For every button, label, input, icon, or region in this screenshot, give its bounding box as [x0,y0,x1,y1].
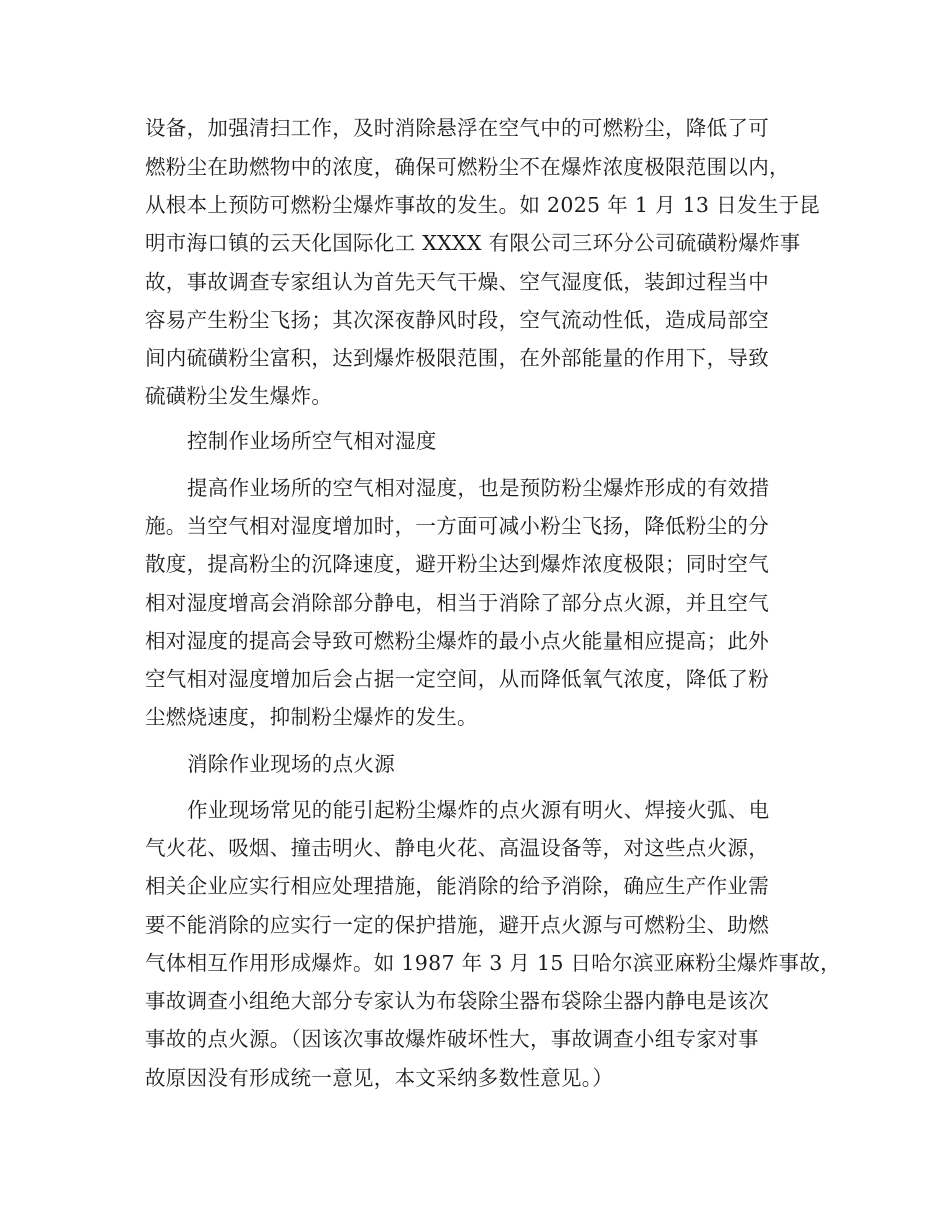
paragraph-line: 散度，提高粉尘的沉降速度，避开粉尘达到爆炸浓度极限；同时空气 [145,552,769,576]
paragraph-line: 间内硫磺粉尘富积，达到爆炸极限范围，在外部能量的作用下，导致 [145,346,769,370]
paragraph-line: 提高作业场所的空气相对湿度，也是预防粉尘爆炸形成的有效措 [187,476,770,500]
paragraph-line: 事故的点火源。（因该次事故爆炸破坏性大，事故调查小组专家对事 [145,1027,759,1051]
paragraph-line: 故，事故调查专家组认为首先天气干燥、空气湿度低，装卸过程当中 [145,270,769,294]
paragraph-line: 要不能消除的应实行一定的保护措施，避开点火源与可燃粉尘、助燃 [145,913,769,937]
paragraph-line: 尘燃烧速度，抑制粉尘爆炸的发生。 [145,705,478,729]
paragraph-line: 容易产生粉尘飞扬；其次深夜静风时段，空气流动性低，造成局部空 [145,308,769,332]
paragraph-line: 设备，加强清扫工作，及时消除悬浮在空气中的可燃粉尘，降低了可 [145,116,769,140]
paragraph-line: 施。当空气相对湿度增加时，一方面可减小粉尘飞扬，降低粉尘的分 [145,514,769,538]
paragraph-line: 硫磺粉尘发生爆炸。 [145,384,333,408]
paragraph-line: 相对湿度增高会消除部分静电，相当于消除了部分点火源，并且空气 [145,591,769,615]
paragraph-line: 作业现场常见的能引起粉尘爆炸的点火源有明火、焊接火弧、电 [187,798,770,822]
paragraph-line: 相对湿度的提高会导致可燃粉尘爆炸的最小点火能量相应提高；此外 [145,629,769,653]
paragraph-line: 从根本上预防可燃粉尘爆炸事故的发生。如 2025 年 1 月 13 日发生于昆 [145,193,821,217]
paragraph-line: 气火花、吸烟、撞击明火、静电火花、高温设备等，对这些点火源， [145,836,769,860]
paragraph-line: 明市海口镇的云天化国际化工 XXXX 有限公司三环分公司硫磺粉爆炸事 [145,231,801,255]
paragraph-line: 故原因没有形成统一意见，本文采纳多数性意见。） [145,1066,614,1090]
section-heading-ignition: 消除作业现场的点火源 [187,752,395,776]
paragraph-line: 气体相互作用形成爆炸。如 1987 年 3 月 15 日哈尔滨亚麻粉尘爆炸事故， [145,951,841,975]
paragraph-line: 相关企业应实行相应处理措施，能消除的给予消除，确应生产作业需 [145,874,769,898]
paragraph-line: 空气相对湿度增加后会占据一定空间，从而降低氧气浓度，降低了粉 [145,667,769,691]
section-heading-humidity: 控制作业场所空气相对湿度 [187,429,437,453]
paragraph-line: 燃粉尘在助燃物中的浓度，确保可燃粉尘不在爆炸浓度极限范围以内， [145,155,790,179]
paragraph-line: 事故调查小组绝大部分专家认为布袋除尘器布袋除尘器内静电是该次 [145,989,769,1013]
